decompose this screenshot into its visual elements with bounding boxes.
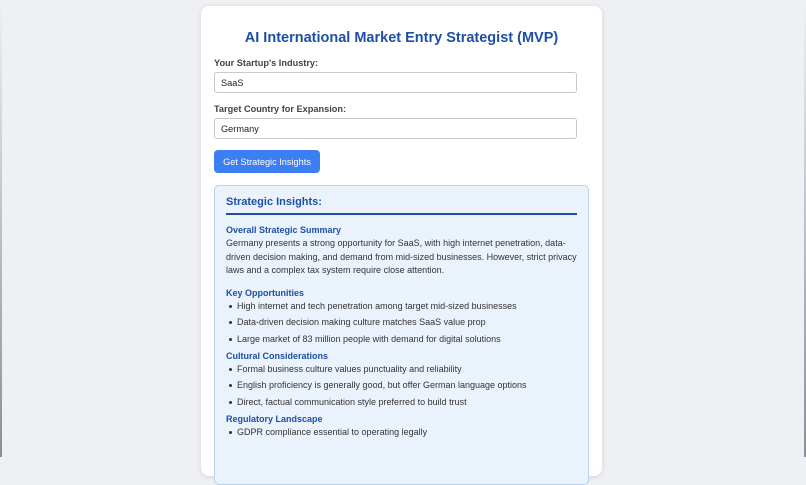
insights-panel: [214, 185, 589, 485]
page-title: AI International Market Entry Strategist (MVP): [244, 30, 559, 46]
list-item: Formal business culture values punctuality and reliability: [237, 364, 577, 375]
cultural-list: [226, 364, 577, 408]
opportunities-list: [226, 301, 577, 345]
summary-title: Overall Strategic Summary: [226, 225, 342, 235]
insights-heading: Strategic Insights:: [226, 196, 577, 215]
list-item: High internet and tech penetration among target mid-sized businesses: [237, 301, 577, 312]
opportunities-section: [226, 288, 577, 345]
summary-text: Germany presents a strong opportunity for SaaS, with high internet penetration, data-driven decision making, and demand from mid-sized businesses. However, strict privacy laws and a complex tax system require close attention.: [226, 238, 577, 275]
country-label: Target Country for Expansion:: [214, 104, 347, 114]
country-input[interactable]: [214, 118, 577, 139]
summary-section: [226, 225, 577, 278]
list-item: Large market of 83 million people with demand for digital solutions: [237, 334, 577, 345]
list-item: Data-driven decision making culture matches SaaS value prop: [237, 317, 577, 328]
cultural-section: [226, 351, 577, 408]
regulatory-list: [226, 427, 577, 438]
get-insights-button[interactable]: Get Strategic Insights: [214, 150, 320, 173]
industry-input[interactable]: [214, 72, 577, 93]
regulatory-title: Regulatory Landscape: [226, 413, 323, 424]
opportunities-title: Key Opportunities: [226, 287, 305, 298]
list-item: English proficiency is generally good, but offer German language options: [237, 380, 577, 391]
main-card: [201, 6, 602, 476]
cultural-title: Cultural Considerations: [226, 350, 329, 361]
regulatory-section: [226, 414, 577, 438]
page-edge: [0, 0, 2, 457]
list-item: GDPR compliance essential to operating legally: [237, 427, 577, 438]
industry-label: Your Startup's Industry:: [214, 58, 319, 68]
list-item: Direct, factual communication style preferred to build trust: [237, 397, 577, 408]
